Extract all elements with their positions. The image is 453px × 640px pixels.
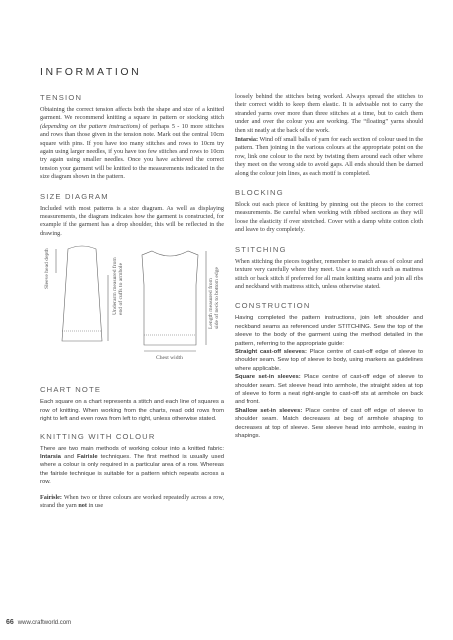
chart-note-heading: CHART NOTE [40, 385, 102, 395]
label-chest-width: Chest width [156, 355, 183, 362]
garment-diagram-svg [40, 245, 224, 375]
stitching-heading: STITCHING [235, 244, 287, 254]
right-column [235, 93, 423, 440]
sleeve-shape [62, 246, 102, 341]
chart-note-text: Each square on a chart represents a stitch and each line of squares a row of knitting. When working from the charts, read odd rows from right to left and even rows from left to right, unless otherwise stated. [40, 399, 224, 423]
left-column [40, 93, 224, 517]
tension-text: Obtaining the correct tension affects both the shape and size of a knitted garment. We recommend knitting a square in pattern or stocking stitch (depending on the pattern instructions) of perhaps 5 - 10 more stitches and rows than those given in the tension note. Mark out the central 10cm square with pins. If you have too many stitches and rows to 10cm try again using larger needles, if you have too few stitches and rows to 10cm try again using smaller needles. Once you have achieved the correct tension your garment will be knitted to the measurements indicated in the size diagram shown in the pattern. [40, 106, 224, 181]
page-footer [6, 619, 71, 626]
intarsia-text: Intarsia: Wind off small balls of yarn for each section of colour used in the pattern. Then joining in the various colours at the appropriate point on the row, link one colour to the next by twisting them around each other where they meet on the wrong side to avoid gaps. All ends should then be darned along the colour join lines, as each motif is completed. [235, 136, 423, 177]
construction-heading: CONSTRUCTION [235, 301, 311, 311]
size-diagram-heading: SIZE DIAGRAM [40, 191, 109, 201]
page-number: 66 [6, 619, 14, 626]
footer-url: www.craftworld.com [17, 620, 72, 626]
fairisle-text: Fairisle: When two or three colours are worked repeatedly across a row, strand the yarn not in use [40, 493, 224, 509]
blocking-heading: BLOCKING [235, 188, 284, 198]
stitching-text: When stitching the pieces together, remember to match areas of colour and texture very carefully where they meet. Use a seam stitch such as mattress stitch or back stitch if preferred for all main knitting seams and join all ribs and neckband with mattress stitch, unless otherwise stated. [235, 257, 423, 290]
fairisle-continued-text: loosely behind the stitches being worked. Always spread the stitches to their correct width to keep them elastic. It is advisable not to carry the stranded yarns over more than three stitches at a time, but to catch them under and over the colour you are working. The “floating” yarns should then sit neatly at the back of the work. [235, 93, 423, 134]
tension-heading: TENSION [40, 93, 83, 102]
size-diagram [40, 245, 224, 375]
size-diagram-text: Included with most patterns is a size diagram. As well as displaying measurements, the diagram indicates how the garment is constructed, for example if the garment has a drop shoulder, this will be reflected in the drawing. [40, 204, 224, 237]
construction-intro: Having completed the pattern instructions, join left shoulder and neckband seams as referenced under STITCHING. Sew the top of the sleeve to the body of the garment using the method detailed in the pattern, referring to the appropriate guide: Straight cast-off sleeves: Place centre of cast-off edge of sleeve to shoulder seam. Sew top of sleeve to body, using markers as guidelines where applicable. Square set-in sleeves: Place centre of cast-off edge of sleeve to shoulder seam. Set sleeve head into armhole, the straight sides at top of sleeve to form a neat right-angle to cast-off sts at armhole on back and front. Shallow set-in sleeves: Place centre of cast off edge of sleeve to shoulder seam. Match decreases at beg of armhole shaping to decreases at top of sleeve. Sew sleeve head into armhole, easing in shapings. [235, 315, 424, 439]
label-underarm: Underarm measured from end of cuffs to armhole [112, 257, 125, 316]
page-title: INFORMATION [40, 66, 142, 78]
body-shape [142, 251, 198, 345]
label-length: Length measured from side of neck to bottom edge [208, 267, 221, 330]
knitting-colour-heading: KNITTING WITH COLOUR [40, 431, 156, 441]
knitting-colour-text: There are two main methods of working colour into a knitted fabric: Intarsia and Fairisle techniques. The first method is usually used where a colour is only required in a particular area of a row. Whereas the fairisle technique is suitable for a pattern which repeats across a row. [40, 445, 224, 486]
label-sleeve-head-depth: Sleeve head depth [44, 248, 50, 290]
blocking-text: Block out each piece of knitting by pinning out the pieces to the correct measurements. Be careful when working with ribbed sections as they will loose the elasticity if over stretched. Cover with a damp white cotton cloth and leave to dry completely. [235, 201, 423, 234]
